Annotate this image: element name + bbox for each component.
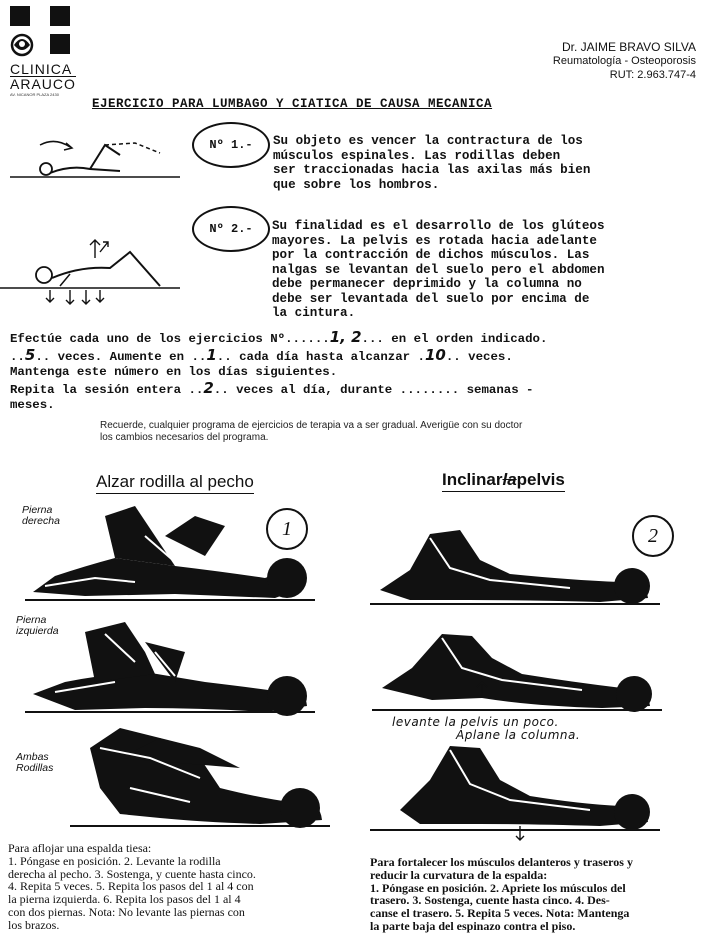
- section-2-title: Inclinarlapelvis: [442, 470, 565, 492]
- exercise-1-text: Su objeto es vencer la contractura de los músculos espinales. Las rodillas deben ser traccionadas hacia las axilas más bien que sobre los hombros.: [273, 134, 591, 192]
- section-2-instructions: Para fortalecer los músculos delanteros y traseros y reducir la curvatura de la espalda: 1. Póngase en posición. 2. Apriete los músculos del trasero. 3. Sostenga, cuente hasta cinco. 4. Des- canse el trasero. 5. Repita 5 veces. Nota: Mantenga la parte baja del espinazo contra el piso.: [370, 855, 633, 933]
- page-title: EJERCICIO PARA LUMBAGO Y CIATICA DE CAUSA MECANICA: [92, 97, 493, 111]
- section-1-circle-number: 1: [266, 508, 308, 550]
- doctor-rut: RUT: 2.963.747-4: [609, 69, 696, 81]
- prescription-line-1: Efectúe cada uno de los ejercicios Nº......1, 2... en el orden indicado.: [10, 328, 548, 346]
- exercise-2-text: Su finalidad es el desarrollo de los glúteos mayores. La pelvis es rotada hacia adelante por la contracción de dichos músculos. Las nalgas se levantan del suelo pero el abdomen debe permanecer deprimido y la columna no debe ser levantada del suelo por encima de la cintura.: [272, 219, 605, 320]
- knee-to-chest-both-figure: [60, 718, 350, 828]
- prescription-line-5: meses.: [10, 398, 55, 412]
- logo-square-icon: [10, 6, 30, 26]
- clinic-logo: [0, 0, 90, 100]
- doctor-info: [553, 40, 696, 82]
- pelvic-tilt-start-figure: [370, 520, 660, 610]
- label-pierna-derecha: Pierna derecha: [22, 504, 60, 527]
- doctor-specialty: Reumatología - Osteoporosis: [552, 55, 696, 67]
- section-2-circle-number: 2: [632, 515, 674, 557]
- logo-square-icon: [50, 6, 70, 26]
- exercise-1-figure: [10, 125, 180, 185]
- logo-square-icon: [50, 34, 70, 54]
- exercise-1-number: Nº 1.-: [192, 122, 270, 168]
- handwritten-note: levante la pelvis un poco. Aplane la columna.: [392, 715, 581, 742]
- clinic-emblem-icon: [9, 33, 39, 59]
- label-pierna-izquierda: Pierna izquierda: [16, 614, 59, 637]
- section-1-title: Alzar rodilla al pecho: [96, 472, 254, 494]
- pelvic-tilt-flatten-figure: [370, 740, 660, 840]
- knee-to-chest-right-figure: [25, 496, 315, 606]
- label-ambas-rodillas: Ambas Rodillas: [16, 751, 54, 774]
- section-1-instructions: Para aflojar una espalda tiesa: 1. Póngase en posición. 2. Levante la rodilla derecha al pecho. 3. Sostenga, y cuente hasta cinco. 4. Repita 5 veces. 5. Repita los pasos del 1 al 4 con la pierna izquierda. 6. Repita los pasos del 1 al 4 con dos piernas. Nota: No levante las piernas con los brazos.: [8, 841, 256, 932]
- reminder-note: Recuerde, cualquier programa de ejercicios de terapia va a ser gradual. Averigüe con su doctor los cambios necesarios del programa.: [100, 420, 523, 443]
- exercise-2-number: Nº 2.-: [192, 206, 270, 252]
- prescription-block: [10, 330, 547, 414]
- doctor-name: Dr. JAIME BRAVO SILVA: [561, 40, 696, 54]
- pelvic-tilt-raise-figure: [372, 628, 662, 718]
- prescription-line-4: Repita la sesión entera ..2.. veces al día, durante ........ semanas -: [10, 378, 534, 397]
- clinic-name: CLINICA ARAUCO: [10, 61, 76, 92]
- clinic-tagline: AV. NICANOR PLAZA 2430: [10, 92, 59, 97]
- prescription-line-3: Mantenga este número en los días siguientes.: [10, 365, 338, 379]
- knee-to-chest-left-figure: [25, 612, 315, 722]
- prescription-line-2: ..5.. veces. Aumente en ..1.. cada día hasta alcanzar .10.. veces.: [10, 345, 513, 364]
- exercise-2-figure: [0, 228, 180, 308]
- struck-word: la: [502, 470, 517, 489]
